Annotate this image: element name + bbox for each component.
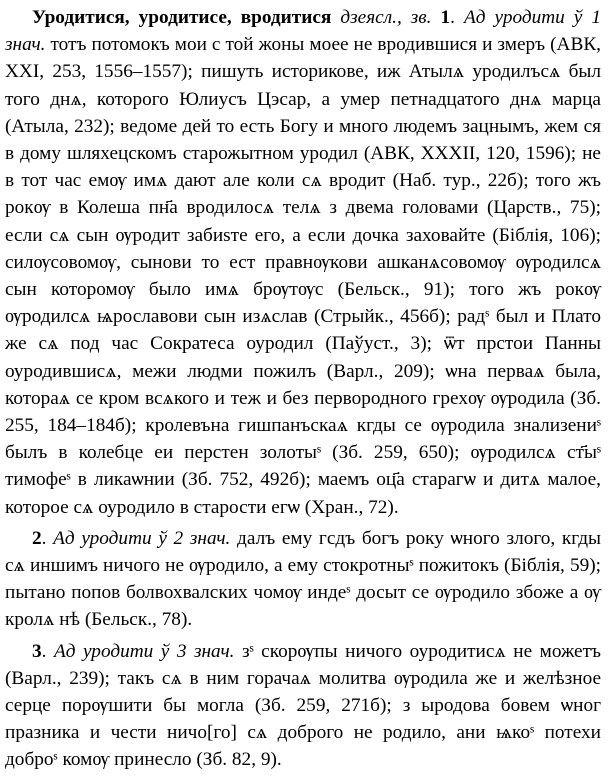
sense-number: 3	[32, 640, 42, 662]
sense-separator: .	[41, 527, 54, 549]
sense-number: 1	[440, 7, 451, 28]
sense-separator: .	[41, 640, 54, 662]
sense-reference: Ад уродити ў 2 знач.	[53, 527, 231, 549]
sense-2-paragraph	[5, 525, 601, 634]
sense-number: 2	[32, 527, 42, 549]
sense-text: тотъ потомокъ мои с той жоны моее не вродившися и змеръ (АВК, XXI, 253, 1556–1557); пишуть историкове, иж Атылѧ уродилъсѧ был того днѧ, которого Юлиусъ Цэсар, а умер петнадцатого днѧ марца (Атыла, 232); ведоме дей то есть Богу и много людемъ зацнымъ, жем ся в дому шляхецскомъ старожытном уродил (АВК, XXXII, 120, 1596); не в тот час емѹ имѧ дают але коли сѧ вродит (Наб. тур., 22б); того жъ рокѹ в Колеша пн҃а вродилосѧ телѧ з двема головами (Царств., 75); если сѧ сын ѹродит забиѕте его, а если дочка заховайте (Біблія, 106); силѹсовомѹ, сынови то ест правнѹкови ашканѧсовомѹ ѹродилсѧ сын которомѹ было имѧ брѹтѹс (Бельск., 91); того жъ рокѹ ѹродилсѧ ѩрославови сын изѧслав (Стрыйк., 456б); радˢ был и Плато же сѧ под час Сократеса оуродил (Паўуст., 3); ѿт прстои Панны оуродившисѧ, межи людми пожилъ (Варл., 209); ѡна перваѧ была, котораѧ се кром всѧкого и теж и без первородного грехѹ ѹродила (Зб. 255, 184–184б); кролевъна гишпанъскаѧ кгды се ѹродила знализениˢ былъ в колебце еи перстен золотыˢ (Зб. 259, 650); ѹродилсѧ ст҃ыˢ тимофеˢ в ликаѡнии (Зб. 752, 492б); маемъ оц҃а старагѡ и дитѧ малое, которое сѧ оуродило в старости егѡ (Хран., 72).	[5, 34, 601, 518]
headword: Уродитися, уродитисе, вродитися	[32, 7, 332, 28]
sense-reference: Ад уродити ў 1 знач.	[5, 7, 602, 56]
sense-text: далъ ему гсдъ богъ року ѡного злого, кгды сѧ иншимъ ничого не ѹродило, а ему стокротныˢ пожитокъ (Біблія, 59); пытано попов болвохвалских чомѹ индеˢ досыт се ѹродило збоже а ѹ кролѧ нѣ (Бельск., 78).	[5, 527, 602, 631]
grammar-label: дзеясл., зв.	[340, 7, 432, 28]
sense-reference: Ад уродити ў 3 знач.	[53, 640, 235, 662]
sense-separator: .	[450, 7, 464, 28]
sense-3-paragraph	[5, 638, 601, 774]
sense-1-paragraph	[5, 4, 601, 521]
sense-text: зˢ скорѹпы ничого оуродитисѧ не можетъ (Варл., 239); такъ сѧ в ним горачаѧ молитва ѹродила же и желѣзное серце порѹшити бы могла (Зб. 259, 271б); з ыродова бовем ѡног празника и чести ничо[го] сѧ доброго не родило, ани ѩкоˢ потехи доброˢ комѹ принесло (Зб. 82, 9).	[5, 640, 602, 771]
